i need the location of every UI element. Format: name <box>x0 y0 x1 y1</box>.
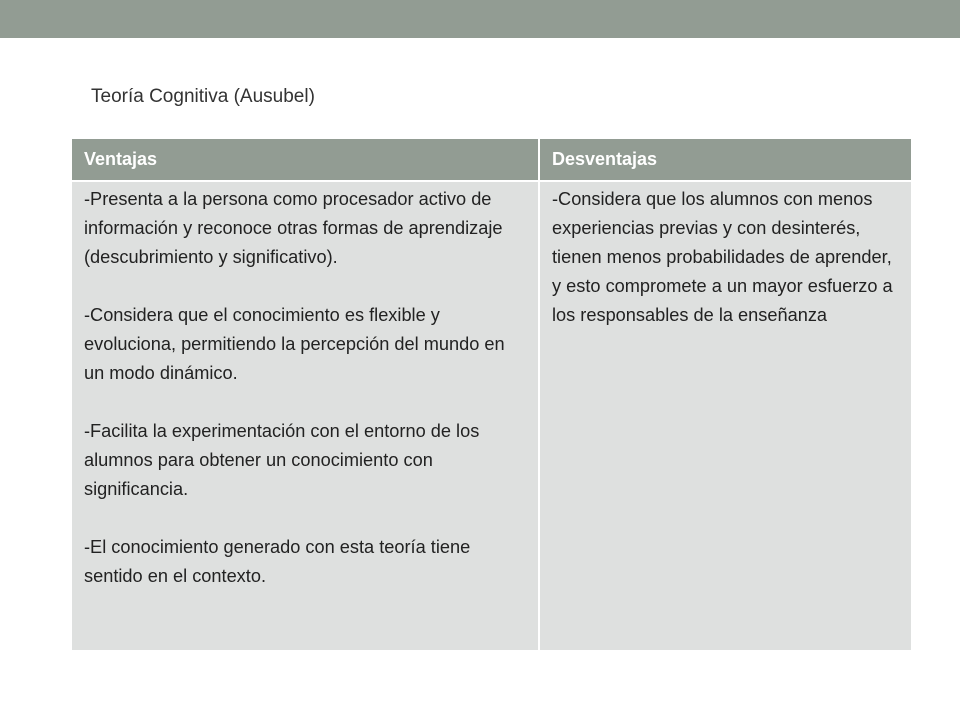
desventaja-item: -Considera que los alumnos con menos experiencias previas y con desinterés, tienen menos probabilidades de aprender, y esto compromete a un mayor esfuerzo a los responsables de la enseñanza <box>552 189 893 325</box>
header-ventajas: Ventajas <box>72 139 538 180</box>
slide-title: Teoría Cognitiva (Ausubel) <box>91 86 315 107</box>
ventaja-item: -Facilita la experimentación con el entorno de los alumnos para obtener un conocimiento con significancia. <box>84 421 480 499</box>
ventajas-cell <box>72 182 538 650</box>
ventaja-item: -Considera que el conocimiento es flexible y evoluciona, permitiendo la percepción del mundo en un modo dinámico. <box>84 305 505 383</box>
desventajas-cell <box>540 182 911 650</box>
top-accent-bar <box>0 0 960 38</box>
header-desventajas: Desventajas <box>540 139 911 180</box>
ventaja-item: -El conocimiento generado con esta teoría tiene sentido en el contexto. <box>84 537 471 586</box>
ventaja-item: -Presenta a la persona como procesador activo de información y reconoce otras formas de aprendizaje (descubrimiento y significativo). <box>84 189 503 267</box>
